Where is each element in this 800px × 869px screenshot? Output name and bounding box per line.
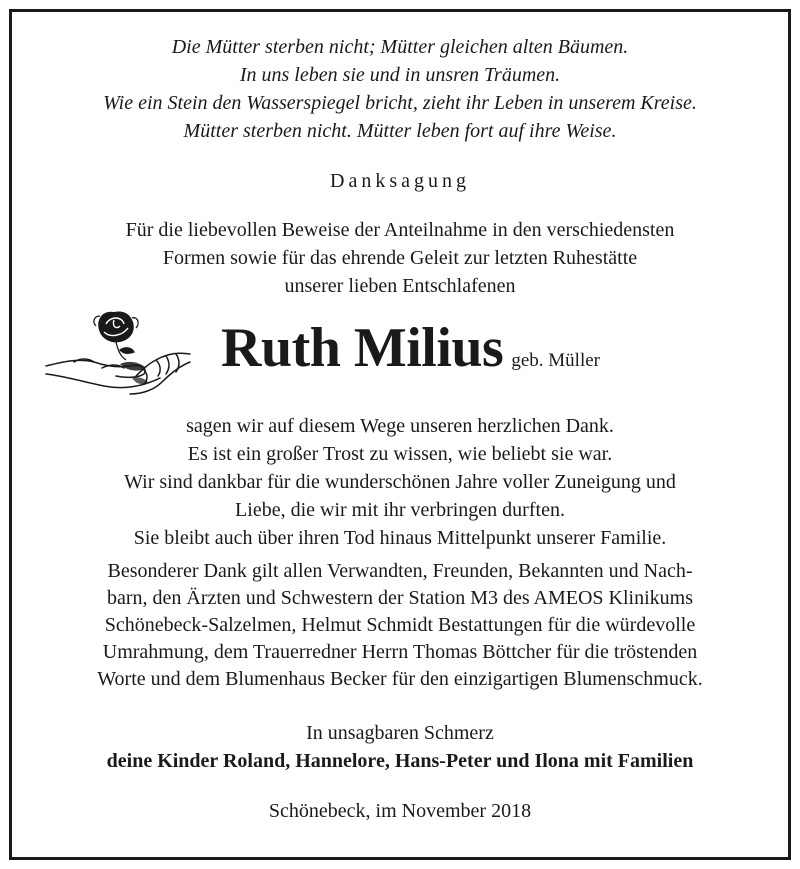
thanks-line: Wir sind dankbar für die wunderschönen Jahre voller Zuneigung und	[124, 471, 676, 493]
poem	[9, 33, 791, 145]
intro-line: Formen sowie für das ehrende Geleit zur letzten Ruhestätte	[162, 247, 638, 269]
poem-line: Wie ein Stein den Wasserspiegel bricht, zieht ihr Leben in unserem Kreise.	[103, 92, 697, 114]
poem-line: Mütter sterben nicht. Mütter leben fort auf ihre Weise.	[183, 120, 617, 142]
family-signature: deine Kinder Roland, Hannelore, Hans-Peter und Ilona mit Familien	[106, 750, 694, 772]
deceased-name: Ruth Milius	[221, 317, 504, 379]
special-thanks-line: barn, den Ärzten und Schwestern der Station M3 des AMEOS Klinikums	[106, 587, 694, 609]
special-thanks-text	[9, 558, 791, 693]
special-thanks-line: Schönebeck-Salzelmen, Helmut Schmidt Bestattungen für die würdevolle	[104, 614, 696, 636]
thanks-line: Liebe, die wir mit ihr verbringen durften.	[235, 499, 565, 521]
intro-line: Für die liebevollen Beweise der Anteilnahme in den verschiedensten	[125, 219, 675, 241]
special-thanks-line: Besonderer Dank gilt allen Verwandten, Freunden, Bekannten und Nach-	[107, 560, 693, 582]
thanks-line: Sie bleibt auch über ihren Tod hinaus Mittelpunkt unserer Familie.	[133, 527, 667, 549]
obituary-notice	[9, 9, 791, 825]
thanks-line: sagen wir auf diesem Wege unseren herzlichen Dank.	[186, 415, 614, 437]
poem-line: Die Mütter sterben nicht; Mütter gleichen alten Bäumen.	[171, 36, 629, 58]
closing-line: In unsagbaren Schmerz	[306, 722, 494, 744]
intro-line: unserer lieben Entschlafenen	[284, 275, 516, 297]
thanks-line: Es ist ein großer Trost zu wissen, wie beliebt sie war.	[187, 443, 613, 465]
special-thanks-line: Worte und dem Blumenhaus Becker für den einzigartigen Blumenschmuck.	[97, 668, 703, 690]
birth-name: geb. Müller	[511, 350, 601, 371]
intro-text	[9, 216, 791, 300]
thanks-text	[9, 412, 791, 552]
deceased-name-block	[221, 316, 600, 380]
name-row	[9, 300, 791, 412]
poem-line: In uns leben sie und in unsren Träumen.	[239, 64, 561, 86]
closing	[9, 719, 791, 775]
place-and-date: Schönebeck, im November 2018	[268, 800, 532, 822]
heading-danksagung: Danksagung	[330, 170, 470, 192]
hands-with-rose-icon	[44, 304, 194, 404]
special-thanks-line: Umrahmung, dem Trauerredner Herrn Thomas Böttcher für die tröstenden	[102, 641, 698, 663]
